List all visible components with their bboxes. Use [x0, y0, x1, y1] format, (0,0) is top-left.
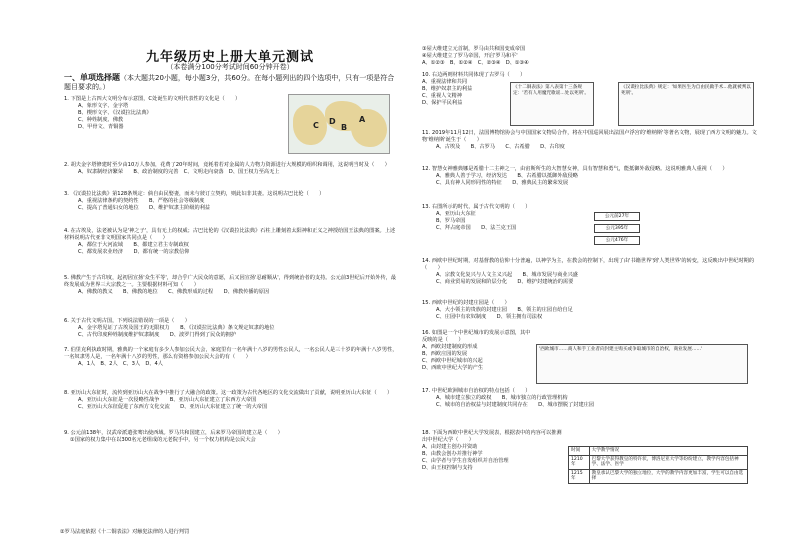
question-stem: 13. 右图所示的时代，属于古代文明的（ ）	[422, 204, 531, 210]
timeline-cell: 公元395年	[594, 224, 640, 233]
question-7	[64, 347, 400, 368]
table-cell: 教皇承认巴黎大学的独立地位，大学的教学内容更加丰富，学生可以自由选择	[589, 469, 747, 483]
option: A、亚历山大东征	[436, 211, 476, 217]
option: C、重视人文精神	[422, 93, 462, 99]
map-label: C	[313, 121, 319, 130]
option: B、罗马帝国	[436, 218, 466, 224]
option: C、具有神人同形同性的特征 D、雅典民主的繁荣发展	[436, 180, 569, 186]
question-6	[64, 318, 400, 339]
page-subtitle: （本卷满分100分考试时间60分钟开卷）	[166, 63, 294, 71]
table-cell: 大学教学情况	[589, 447, 747, 456]
question-3	[64, 191, 400, 212]
university-table	[568, 446, 748, 484]
option: A、象形文字、金字塔	[78, 103, 129, 109]
table-row	[569, 447, 748, 456]
option: B、西欧庄园的发展	[422, 351, 468, 357]
option: B、由教会创办并推行神学	[422, 451, 483, 457]
question-15	[422, 300, 758, 321]
question-stem: 18. 下面为西欧中世纪大学发展表，根据表中的内容可以推测出中世纪大学（ ）	[422, 430, 562, 443]
table-cell: 1210年	[569, 455, 590, 469]
statement: ④屋大维建立了罗马帝国，开启'罗马和平'	[422, 53, 518, 59]
question-stem: 3. 《汉谟拉比法典》第128条规定：倘自由民娶妻，而未与彼订立契约，则此妇非其妻。这说明古巴比伦（ ）	[64, 191, 325, 197]
question-stem: 1. 下图是上古四大文明分布示意图，C处诞生的文明代表性的文化是（ ）	[64, 96, 241, 102]
section-intro: （本大题共20小题，每小题3分，共60分。在每小题列出的四个选项中，只有一项是符合题目要求的。）	[64, 74, 395, 91]
option: C、由学者与学生自发组织并自治管理	[422, 458, 509, 464]
option: A、重视法律条约的契约性 B、严格的社会等级制度	[78, 198, 205, 204]
option: C、古代印度种姓制度维护奴隶制度 D、波罗门得到了民众的拥护	[78, 332, 237, 338]
question-17	[422, 388, 758, 409]
question-stem: 12. 智慧女神雅典娜是希腊十二主神之一，由宙斯所生的大智慧女神，具有智慧和勇气，能抵御外敌侵略。这说明雅典人重视（ ）	[422, 166, 728, 172]
question-stem: 7. 伯里克利执政时期，雅典的一个家庭有多少人参加公民大会，家庭里有一名年满十八岁的男性公民人，一名公民人是三十岁的年满十八岁男性，一名奴隶男人是，一名年满十八岁的男性，那么有资格参加公民大会的有（ ）	[64, 347, 398, 360]
table-row	[569, 469, 748, 483]
question-4	[64, 228, 400, 256]
table-cell: 时间	[569, 447, 590, 456]
option: C、都发展农业经济 D、都有统一的宗教信仰	[78, 249, 190, 255]
question-14	[422, 258, 758, 286]
left-column	[60, 0, 400, 550]
option: B、维护奴隶主的利益	[422, 86, 473, 92]
option: A、宗教文化复兴与人文主义兴起 B、城市发展与商业兴盛	[436, 272, 578, 278]
source-box-1: 《十二铜表法》第八表第十三条规定：'若有人用魔咒歌谣…处以死刑'。	[510, 82, 594, 126]
question-stem: 15. 西欧中世纪的封建庄园是（ ）	[422, 300, 510, 306]
option: ①国家的权力集中在以300名元老组成的元老院手中，另一个权力机构是公民大会	[70, 437, 256, 443]
option: A、重视法律和共同	[422, 79, 468, 85]
option: B、楔形文字、《汉谟拉比法典》	[78, 110, 152, 116]
option: A、城市建立独立的政权 B、城市独立的行政管理机构	[436, 395, 568, 401]
right-column	[418, 0, 758, 550]
option: A、由封建主创办并资助	[422, 444, 478, 450]
option: C、西欧中世纪城市的兴起	[422, 358, 483, 364]
option: A、1人 B、2人 C、3人 D、4人	[78, 361, 163, 367]
question-stem: 2. 胡夫金字塔修建时至少由10万人参加，花费了20年时间，竟耗着若对金属的人力物力资源进行大规模的组织和调用，这说明当时及（ ）	[64, 162, 390, 168]
question-stem: 14. 西欧中世纪时期，对基督教的信仰十分普遍，以神学为主，在教会的控制下，出现了由'书籍世界'到'人类世界'的转变，这反映出中世纪时期的（ ）	[422, 258, 755, 271]
option: A、雅典人善于学习，经济发达 B、古希腊以抵御外敌侵略	[436, 173, 578, 179]
option: A、都位于大河流域 B、都建立君主专制政权	[78, 242, 189, 248]
option: A、金字塔见证了古埃及国王的无限权力 B、《汉谟拉比法典》条文规定奴隶的地位	[78, 325, 275, 331]
page-footer: ②罗马法庭依据《十二铜表法》对触犯法律的人进行判罚	[60, 529, 190, 535]
table-row	[569, 455, 748, 469]
question-2	[64, 162, 400, 176]
question-stem: 9. 公元前138年，汉武帝派遣张骞出使西域。罗马共和国建立，后来罗马帝国的建立是（ ）	[64, 430, 283, 436]
option: C、商业贸易的发展和阶层分化 D、维护封建统治的需要	[436, 279, 574, 285]
question-stem: 10. 右边两则材料共同体现了古罗马（ ）	[422, 72, 526, 78]
source-box-3: '西欧城市……商人和手工业者向封建主购买或争取城市的自治权，商业发展……'	[536, 344, 748, 384]
question-stem: 11. 2019年11月12日，法国博物馆协会与中国国家文物局合作，将在中国巡回展出法国卢浮宫的'维纳斯'等著名文物，展现了西方文明的魅力。文物'维纳斯'诞生于（ ）	[422, 130, 757, 143]
option: D、保护平民利益	[422, 100, 463, 106]
question-stem: 5. 佛教产生于古印度，起初因宣扬'众生平等'，却合乎广大民众的意愿，后又因宣扬'忍耐顺从'，得到统治者的支持。公元前3世纪后开始外传，最终发展成为世界三大宗教之一。主要根据材料可知（ ）	[64, 275, 397, 288]
question-13	[422, 204, 582, 232]
option: A、古埃及 B、古罗马 C、古希腊 D、古印度	[436, 144, 565, 150]
option: A、奴隶制经济繁荣 B、政治制度的完善 C、文明走向衰落 D、国王权力至高无上	[78, 169, 280, 175]
timeline-cell: 公元476年	[594, 236, 640, 245]
option: C、城市的自治权益与封建制度共同存在 D、城市摆脱了封建庄园	[436, 402, 595, 408]
option: D、由王权控制与支持	[422, 465, 473, 471]
map-label: D	[329, 117, 336, 126]
option: C、庄园中有农奴制度 D、领主拥有司法权	[436, 314, 543, 320]
page-title: 九年级历史上册大单元测试	[145, 50, 314, 65]
civilization-map	[288, 94, 390, 154]
question-stem: 17. 中世纪欧洲城市自治权的特点包括（ ）	[422, 388, 531, 394]
option: C、种姓制度、佛教	[78, 117, 124, 123]
table-cell: 巴黎大学获得教皇的特许状，博洛尼亚大学等纷纷建立，教学内容包括神学、法学、医学	[589, 455, 747, 469]
option: C、提高了普通妇女的地位 D、维护奴隶主阶级的利益	[78, 205, 211, 211]
question-11	[422, 130, 758, 151]
statement: ③屋大维建立元首制，罗马由共和国变成帝国	[422, 46, 526, 52]
section-title: 一、单项选择题	[64, 73, 120, 82]
option: A、亚历山大东征是一次侵略性战争 B、亚历山大东征建立了东西方大帝国	[78, 397, 257, 403]
question-stem: 6. 关于古代文明古国，下列说法错误的一项是（ ）	[64, 318, 190, 324]
question-18	[422, 430, 562, 472]
question-stem: 4. 在古埃及，法老被认为是'神之子'，具有无上的权威；古巴比伦的《汉谟拉比法典》石柱上雕刻着太阳神和正义之神授给国王法典的图案。上述材料说明古代亚非文明国家共同点是（ ）	[64, 228, 396, 241]
map-label: B	[341, 123, 348, 132]
table-cell: 1215年	[569, 469, 590, 483]
timeline-cell: 公元前27年	[594, 212, 640, 221]
options-line: A、①②③ B、①②④ C、②③④ D、①③④	[422, 60, 529, 66]
option: D、西欧中世纪大学的产生	[422, 365, 484, 371]
option: D、甲骨文、青铜器	[78, 124, 124, 130]
option: C、拜占庭帝国 D、法兰克王国	[436, 225, 517, 231]
question-8	[64, 390, 400, 411]
question-stem: 16. 如图是一个中世纪城市的发展示意图，其中反映的是（ ）	[422, 330, 531, 343]
section-heading	[64, 73, 400, 92]
source-box-2: 《汉谟拉比法典》规定：'如果医生为自由民做手术…他就被判以死刑'。	[618, 82, 754, 126]
option: C、亚历山大东征促进了东西方文化交流 D、亚历山大东征建立了统一的大帝国	[78, 404, 268, 410]
option: A、佛教的教义 B、佛教的地位 C、佛教形成的过程 D、佛教传播的原因	[78, 289, 270, 295]
question-12	[422, 166, 758, 187]
question-stem: 8. 亚历山大东征时，流传到亚历山大在战争中推行了大融合的政策。这一政策为古代各地区的文化交流做出了贡献，说明亚历山大东征（ ）	[64, 390, 393, 396]
question-1	[64, 96, 286, 131]
question-9	[64, 430, 400, 444]
option: A、西欧封建制度的形成	[422, 344, 478, 350]
question-16	[422, 330, 532, 372]
map-label: A	[359, 115, 366, 124]
question-5	[64, 275, 400, 296]
question-9-continued	[422, 46, 758, 67]
option: A、大小领主的贵族的封建庄园 B、领主的庄园自给自足	[436, 307, 573, 313]
